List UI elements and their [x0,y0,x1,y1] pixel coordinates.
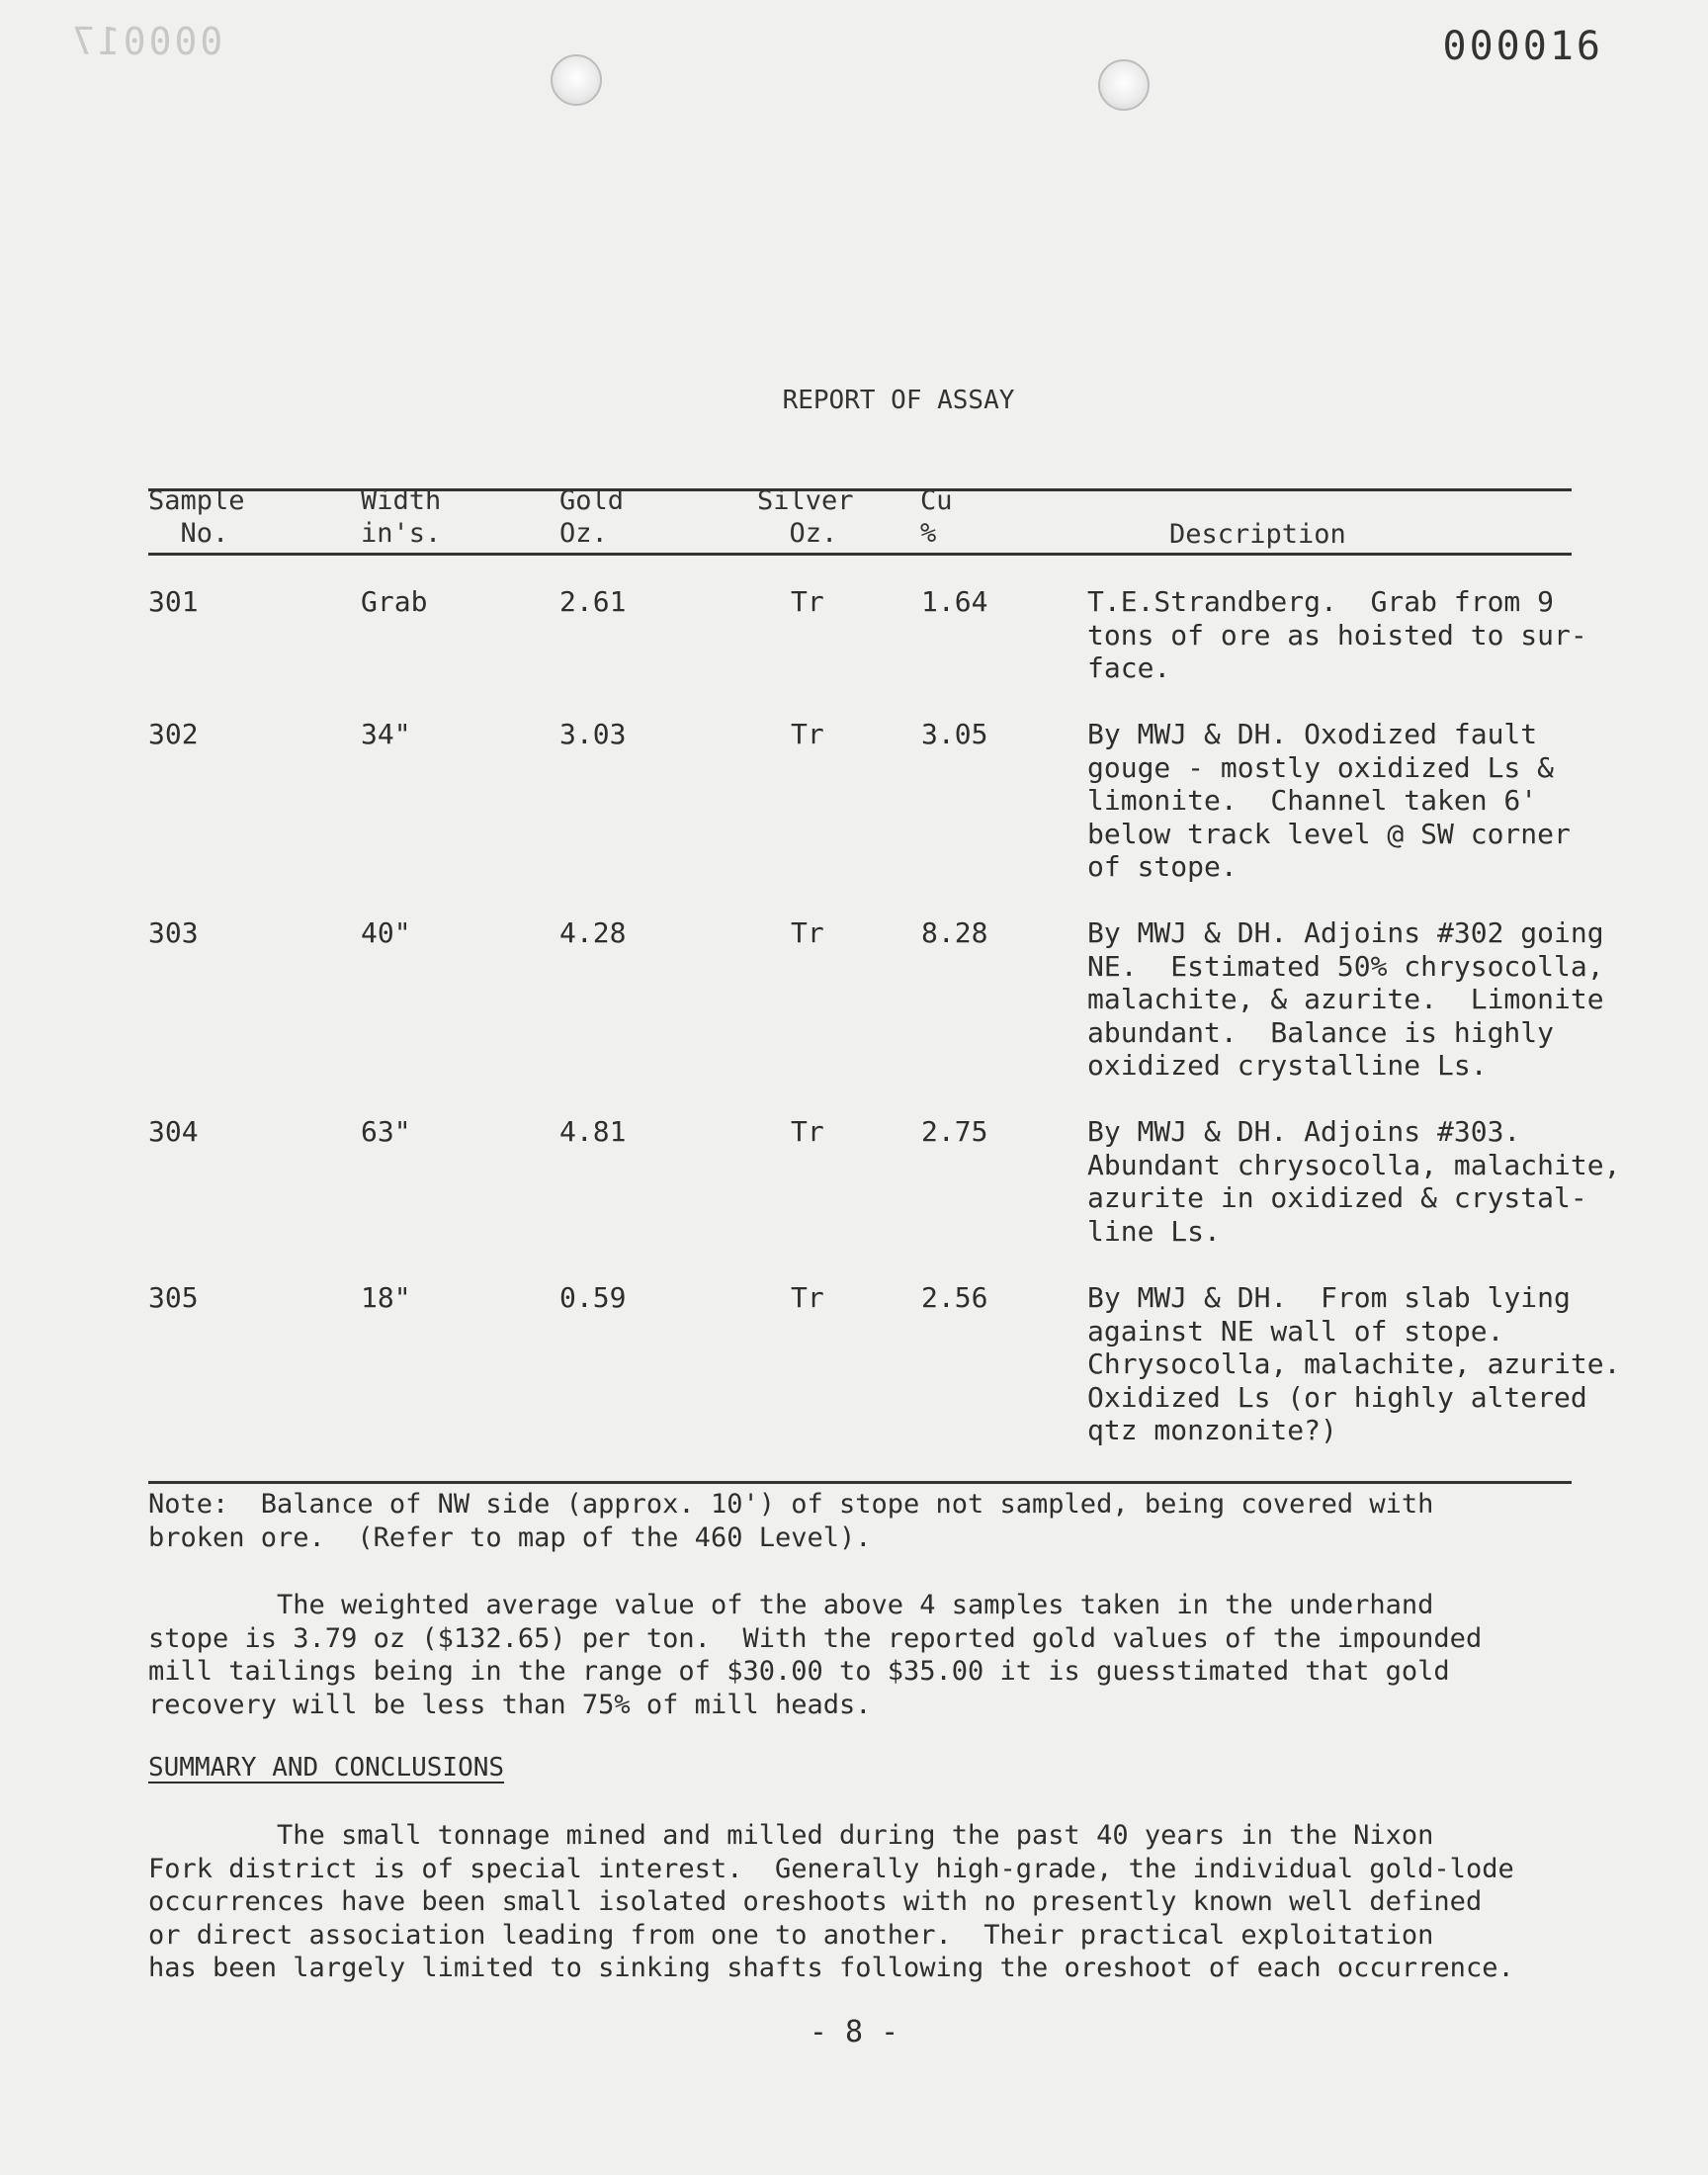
copper-value: 3.05 [921,718,988,750]
table-bottom-rule [148,1481,1572,1484]
punch-hole-right [1098,59,1150,111]
column-header-sample: Sample No. [148,485,245,549]
sample-number: 304 [148,1115,199,1148]
sample-number: 303 [148,916,199,949]
copper-value: 2.75 [921,1115,988,1148]
summary-paragraph: The small tonnage mined and milled during the past 40 years in the Nixon Fork district is of special interest. Generally high-grade, the individual gold-lode occurrences have been small isolated oreshoots with no presently known well defined or direct association leading from one to another. Their practical exploitation has been largely limited to sinking shafts following the oreshoot of each occurrence. [148,1820,1514,1983]
copper-value: 8.28 [921,916,988,949]
sample-width: 18" [361,1281,411,1314]
gold-value: 4.28 [559,916,627,949]
sample-number: 302 [148,718,199,750]
column-header-cu: Cu % [920,485,953,549]
sample-description: By MWJ & DH. Adjoins #303. Abundant chrysocolla, malachite, azurite in oxidized & crystal- line Ls. [1087,1115,1621,1248]
sample-description: By MWJ & DH. Oxodized fault gouge - mostly oxidized Ls & limonite. Channel taken 6' below track level @ SW corner of stope. [1087,718,1571,883]
sample-number: 301 [148,585,199,618]
gold-value: 4.81 [559,1115,627,1148]
sample-width: 34" [361,718,411,750]
page-stamp-number: 000016 [1442,24,1603,69]
silver-value: Tr [791,916,824,949]
column-header-width: Width in's. [361,485,442,549]
report-title: REPORT OF ASSAY [782,386,1015,415]
weighted-average-paragraph: The weighted average value of the above 4 samples taken in the underhand stope is 3.79 oz ($132.65) per ton. With the reported gold values of the impounded mill tailings being in the range of $30.00 to $35.00 it is guesstimated that gold recovery will be less than 75% of mill heads. [148,1590,1483,1720]
sample-width: 40" [361,916,411,949]
punch-hole-left [551,54,602,106]
column-header-gold: Gold Oz. [559,485,625,549]
silver-value: Tr [791,1115,824,1148]
sample-width: 63" [361,1115,411,1148]
table-note: Note: Balance of NW side (approx. 10') of stope not sampled, being covered with broken ore. (Refer to map of the 460 Level). [148,1489,1434,1553]
gold-value: 3.03 [559,718,627,750]
sample-width: Grab [361,585,428,618]
table-header-rule [148,553,1572,556]
sample-number: 305 [148,1281,199,1314]
silver-value: Tr [791,718,824,750]
section-heading-summary: SUMMARY AND CONCLUSIONS [148,1753,505,1783]
copper-value: 2.56 [921,1281,988,1314]
faint-bleed-through-stamp: 000017 [69,20,223,63]
gold-value: 2.61 [559,585,627,618]
column-header-silver: Silver Oz. [757,485,854,549]
sample-description: By MWJ & DH. Adjoins #302 going NE. Estimated 50% chrysocolla, malachite, & azurite. Limonite abundant. Balance is highly oxidized crystalline Ls. [1087,916,1604,1082]
page-number-footer: - 8 - [809,2015,899,2049]
copper-value: 1.64 [921,585,988,618]
column-header-description: Description [1169,519,1346,550]
sample-description: By MWJ & DH. From slab lying against NE wall of stope. Chrysocolla, malachite, azurite. Oxidized Ls (or highly altered qtz monzonite?) [1087,1281,1621,1446]
sample-description: T.E.Strandberg. Grab from 9 tons of ore as hoisted to sur- face. [1087,585,1587,684]
gold-value: 0.59 [559,1281,627,1314]
silver-value: Tr [791,585,824,618]
silver-value: Tr [791,1281,824,1314]
